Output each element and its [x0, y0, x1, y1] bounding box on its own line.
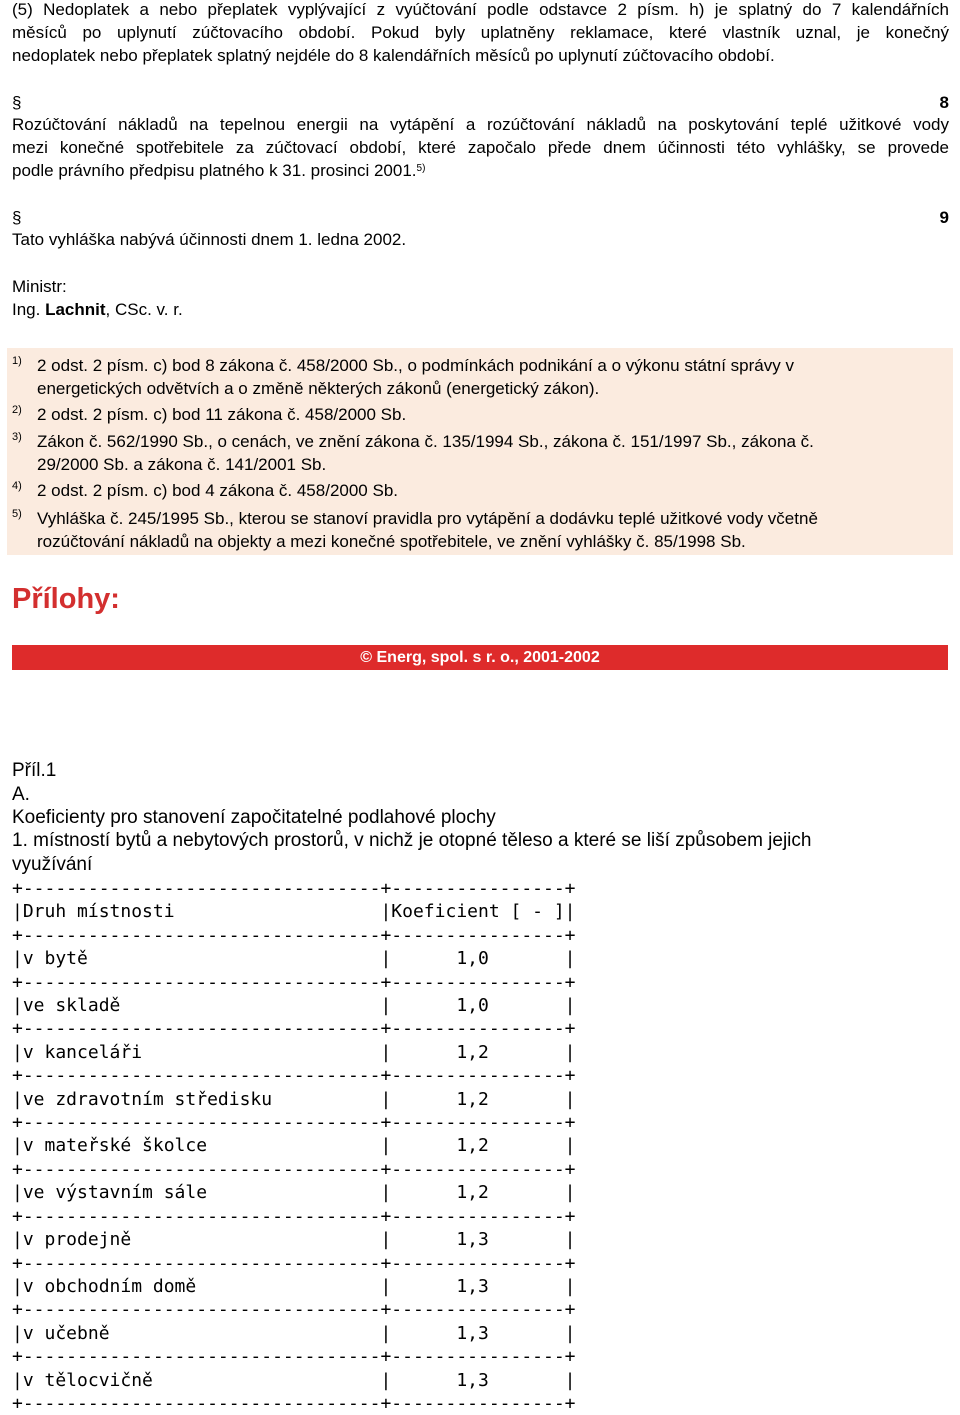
footnote-line: rozúčtování nákladů na objekty a mezi konečné spotřebitele, ve znění vyhlášky č. 85/1998 Sb.: [37, 532, 746, 551]
footnote-text: [37, 403, 406, 426]
par9-text: Tato vyhláška nabývá účinnosti dnem 1. ledna 2002.: [12, 230, 407, 249]
annex-title: Koeficienty pro stanovení započitatelné podlahové plochy: [12, 807, 496, 828]
table-row: |v obchodním domě | 1,3 |: [12, 1275, 576, 1297]
section5-line-3: nedoplatek nebo přeplatek splatný nejdéle do 8 kalendářních měsíců po uplynutí zúčtovacího období.: [12, 46, 775, 65]
signature-name: Lachnit: [45, 300, 106, 319]
section5-line-1: (5) Nedoplatek a nebo přeplatek vyplývající z vyúčtování podle odstavce 2 písm. h) je splatný do 7 kalendářních: [12, 0, 949, 19]
par8-paragraph: [12, 113, 949, 182]
signature-title: Ing.: [12, 300, 41, 319]
footnote-line: 2 odst. 2 písm. c) bod 8 zákona č. 458/2000 Sb., o podmínkách podnikání a o výkonu státní správy v: [37, 356, 794, 375]
footnote-line: Zákon č. 562/1990 Sb., o cenách, ve znění zákona č. 135/1994 Sb., zákona č. 151/1997 Sb., zákona č.: [37, 432, 814, 451]
annex-label: Příl.1: [12, 760, 57, 781]
footnote-line: energetických odvětvích a o změně některých zákonů (energetický zákon).: [37, 379, 600, 398]
table-border: +---------------------------------+----------------+: [12, 1065, 576, 1087]
footnote-text: [37, 479, 398, 502]
table-border: +---------------------------------+----------------+: [12, 1392, 576, 1414]
footnote-text: [37, 430, 814, 476]
table-border: +---------------------------------+----------------+: [12, 1158, 576, 1180]
footnote-marker: 5): [12, 508, 22, 520]
table-row: |v mateřské školce | 1,2 |: [12, 1135, 576, 1157]
par8-line-3: [12, 159, 949, 182]
section5-line-2: měsíců po uplynutí zúčtovacího období. Pokud byly uplatněny reklamace, které vlastník uznal, je konečný: [12, 23, 949, 42]
footnote-marker: 1): [12, 355, 22, 367]
table-border: +---------------------------------+----------------+: [12, 1018, 576, 1040]
section-symbol: §: [12, 93, 22, 112]
annex-subtitle-line-2: využívání: [12, 854, 93, 875]
footnote-ref: 5): [416, 163, 426, 174]
table-row: |v tělocvičně | 1,3 |: [12, 1369, 576, 1391]
footnote-line: Vyhláška č. 245/1995 Sb., kterou se stanoví pravidla pro vytápění a dodávku teplé užitkové vody včetně: [37, 509, 818, 528]
table-row: |ve výstavním sále | 1,2 |: [12, 1182, 576, 1204]
par9-heading: [12, 208, 949, 230]
table-border: +---------------------------------+----------------+: [12, 1299, 576, 1321]
coefficient-table: [12, 877, 576, 1415]
footnotes-box: [7, 348, 953, 555]
table-border: +---------------------------------+----------------+: [12, 878, 576, 899]
footnote-line: 2 odst. 2 písm. c) bod 4 zákona č. 458/2000 Sb.: [37, 481, 399, 500]
signature: [12, 298, 183, 321]
par8-number: 8: [939, 93, 949, 112]
par8-heading: [12, 93, 949, 115]
par8-line-3-text: podle právního předpisu platného k 31. prosinci 2001.: [12, 161, 417, 180]
attachments-heading: Přílohy:: [12, 583, 120, 615]
table-row: |v bytě | 1,0 |: [12, 948, 576, 970]
signature-role: Ministr:: [12, 277, 67, 296]
section-symbol: §: [12, 208, 22, 227]
annex-letter: A.: [12, 784, 30, 805]
table-border: +---------------------------------+----------------+: [12, 1112, 576, 1134]
footnote-marker: 2): [12, 404, 22, 416]
table-border: +---------------------------------+----------------+: [12, 924, 576, 946]
copyright-bar: © Energ, spol. s r. o., 2001-2002: [12, 645, 948, 670]
table-row: |ve zdravotním středisku | 1,2 |: [12, 1088, 576, 1110]
table-row: |v kanceláři | 1,2 |: [12, 1041, 576, 1063]
annex-subtitle-line-1: 1. místností bytů a nebytových prostorů, v nichž je otopné těleso a které se liší způsobem jejich: [12, 830, 812, 851]
table-border: +---------------------------------+----------------+: [12, 971, 576, 993]
table-border: +---------------------------------+----------------+: [12, 1346, 576, 1368]
footnote-marker: 4): [12, 480, 22, 492]
par8-line-1: Rozúčtování nákladů na tepelnou energii na vytápění a rozúčtování nákladů na poskytování teplé užitkové vody: [12, 115, 949, 134]
table-border: +---------------------------------+----------------+: [12, 1205, 576, 1227]
table-border: +---------------------------------+----------------+: [12, 1252, 576, 1274]
footnote-line: 29/2000 Sb. a zákona č. 141/2001 Sb.: [37, 455, 327, 474]
footnote-marker: 3): [12, 431, 22, 443]
table-header: |Druh místnosti |Koeficient [ - ]|: [12, 901, 576, 923]
table-row: |ve skladě | 1,0 |: [12, 995, 576, 1017]
table-row: |v prodejně | 1,3 |: [12, 1229, 576, 1251]
footnote-line: 2 odst. 2 písm. c) bod 11 zákona č. 458/2000 Sb.: [37, 405, 407, 424]
signature-suffix: , CSc. v. r.: [105, 300, 183, 319]
par8-line-2: mezi konečné spotřebitele za zúčtovací období, které započalo přede dnem účinnosti této vyhlášky, se provede: [12, 138, 949, 157]
footnote-text: [37, 507, 818, 553]
footnote-text: [37, 354, 794, 400]
section5-paragraph: [12, 0, 949, 67]
table-row: |v učebně | 1,3 |: [12, 1322, 576, 1344]
par9-number: 9: [939, 208, 949, 227]
